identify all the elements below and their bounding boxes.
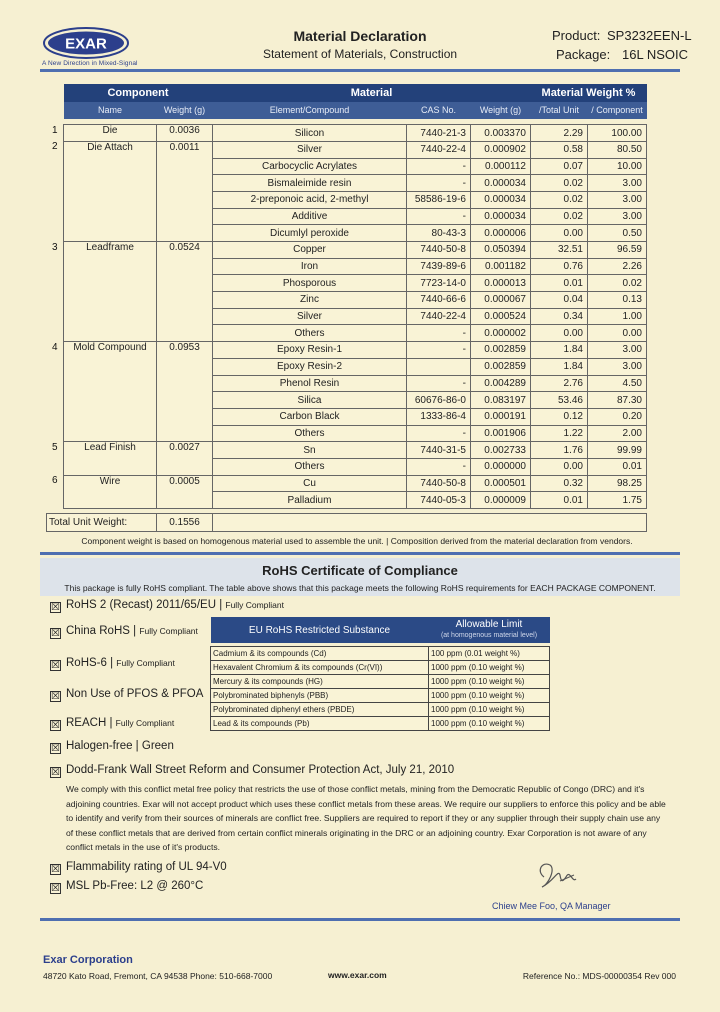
allowable-limit: 1000 ppm (0.10 weight %) bbox=[429, 716, 550, 730]
pct-per-component: 0.20 bbox=[588, 408, 647, 425]
component-number: 1 bbox=[51, 124, 58, 136]
col-mweight: Weight (g) bbox=[471, 102, 531, 119]
footer-website-link[interactable]: www.exar.com bbox=[328, 970, 387, 980]
col-name: Name bbox=[64, 102, 157, 119]
weight-pct-header: Material Weight % bbox=[531, 84, 647, 102]
eu-rohs-table bbox=[210, 617, 550, 731]
pct-per-component: 3.00 bbox=[588, 191, 647, 208]
compliance-label: Dodd-Frank Wall Street Reform and Consumer Protection Act, July 21, 2010 bbox=[66, 764, 455, 776]
allowable-limit: 1000 ppm (0.10 weight %) bbox=[429, 702, 550, 716]
total-spacer bbox=[213, 514, 647, 532]
restricted-substance: Cadmium & its compounds (Cd) bbox=[211, 646, 429, 660]
col-weight: Weight (g) bbox=[157, 102, 213, 119]
element-name: Palladium bbox=[213, 492, 407, 509]
component-name: Die bbox=[64, 125, 157, 142]
compliance-item: RoHS 2 (Recast) 2011/65/EU | Fully Compliant bbox=[66, 599, 284, 611]
material-weight: 0.000524 bbox=[471, 308, 531, 325]
material-header: Material bbox=[213, 84, 531, 102]
pct-per-component: 1.00 bbox=[588, 308, 647, 325]
element-name: Bismaleimide resin bbox=[213, 175, 407, 192]
table-row bbox=[47, 242, 647, 259]
pct-total-unit: 0.00 bbox=[531, 458, 588, 475]
page-subtitle: Statement of Materials, Construction bbox=[262, 47, 458, 61]
pct-per-component: 3.00 bbox=[588, 342, 647, 359]
table-group-header bbox=[47, 84, 647, 102]
eu-table-row bbox=[211, 716, 550, 730]
material-weight: 0.000067 bbox=[471, 292, 531, 309]
component-name: Leadframe bbox=[64, 242, 157, 342]
cas-number: 7440-50-8 bbox=[407, 475, 471, 492]
pct-per-component: 0.00 bbox=[588, 325, 647, 342]
component-weight: 0.0036 bbox=[157, 125, 213, 142]
component-number: 5 bbox=[51, 441, 58, 453]
footer-company: Exar Corporation bbox=[43, 954, 133, 966]
pct-per-component: 2.26 bbox=[588, 258, 647, 275]
compliance-note: Fully Compliant bbox=[115, 718, 175, 728]
cas-number: - bbox=[407, 342, 471, 359]
pct-total-unit: 0.32 bbox=[531, 475, 588, 492]
element-name: Epoxy Resin-2 bbox=[213, 358, 407, 375]
cas-number: - bbox=[407, 458, 471, 475]
pct-total-unit: 1.84 bbox=[531, 342, 588, 359]
pct-total-unit: 2.76 bbox=[531, 375, 588, 392]
element-name: Silicon bbox=[213, 125, 407, 142]
pct-total-unit: 2.29 bbox=[531, 125, 588, 142]
compliance-note: Fully Compliant bbox=[116, 658, 175, 668]
compliance-item: Halogen-free | Green bbox=[66, 740, 174, 752]
eu-limit-header bbox=[429, 617, 550, 643]
eu-limit-title: Allowable Limit bbox=[455, 619, 523, 630]
element-name: Cu bbox=[213, 475, 407, 492]
logo-text: EXAR bbox=[65, 35, 107, 53]
dodd-frank-statement: We comply with this conflict metal free policy that restricts the use of those conflict metals, mining from the Democratic Republic of Congo (DRC) and it's adjoining countries. Exar will not accept product which uses these conflict metals from these areas. We require our suppliers to enforce this policy and be able to identify and verify from their sources of minerals are conflict free. Suppliers are required to report if they or any supplier through their supply chain use any of these conflict metals that are derived from certain conflict minerals originating in the DRC or an adjoining country. Exar Corporation is not aware of any conflict metals in the use of it's products. bbox=[66, 784, 666, 853]
pct-total-unit: 0.02 bbox=[531, 191, 588, 208]
pct-total-unit: 0.34 bbox=[531, 308, 588, 325]
eu-table-row bbox=[211, 702, 550, 716]
table-row bbox=[47, 442, 647, 459]
signer-name: Chiew Mee Foo, QA Manager bbox=[492, 901, 611, 911]
cas-number: - bbox=[407, 375, 471, 392]
cas-number: 80-43-3 bbox=[407, 225, 471, 242]
pct-per-component: 2.00 bbox=[588, 425, 647, 442]
compliance-label: RoHS-6 bbox=[66, 657, 107, 669]
cas-number: - bbox=[407, 325, 471, 342]
eu-substance-header: EU RoHS Restricted Substance bbox=[211, 617, 429, 643]
element-name: Others bbox=[213, 425, 407, 442]
pct-per-component: 3.00 bbox=[588, 175, 647, 192]
cas-number: 7440-50-8 bbox=[407, 242, 471, 259]
pct-per-component: 3.00 bbox=[588, 358, 647, 375]
cas-number: 7440-22-4 bbox=[407, 141, 471, 158]
component-weight: 0.0524 bbox=[157, 242, 213, 342]
company-tagline: A New Direction in Mixed-Signal bbox=[42, 60, 138, 67]
allowable-limit: 1000 ppm (0.10 weight %) bbox=[429, 674, 550, 688]
pct-total-unit: 0.02 bbox=[531, 208, 588, 225]
eu-table-row bbox=[211, 646, 550, 660]
col-per-component: / Component bbox=[588, 102, 647, 119]
compliance-checkbox[interactable]: ☒ bbox=[51, 883, 60, 894]
component-name: Mold Compound bbox=[64, 342, 157, 442]
exar-logo bbox=[42, 26, 130, 60]
component-weight: 0.0027 bbox=[157, 442, 213, 475]
eu-limit-subtitle: (at homogenous material level) bbox=[440, 632, 538, 639]
cas-number: 60676-86-0 bbox=[407, 392, 471, 409]
compliance-label: MSL Pb-Free: L2 @ 260°C bbox=[66, 880, 204, 892]
allowable-limit: 1000 ppm (0.10 weight %) bbox=[429, 660, 550, 674]
pct-total-unit: 53.46 bbox=[531, 392, 588, 409]
footer-reference: Reference No.: MDS-00000354 Rev 000 bbox=[522, 971, 676, 981]
element-name: Sn bbox=[213, 442, 407, 459]
eu-table-row bbox=[211, 688, 550, 702]
material-weight: 0.000009 bbox=[471, 492, 531, 509]
element-name: Additive bbox=[213, 208, 407, 225]
col-element: Element/Compound bbox=[213, 102, 407, 119]
element-name: Phosporous bbox=[213, 275, 407, 292]
compliance-checkbox[interactable]: ☒ bbox=[51, 743, 60, 754]
pct-total-unit: 0.76 bbox=[531, 258, 588, 275]
component-number: 3 bbox=[51, 241, 58, 253]
material-weight: 0.002859 bbox=[471, 358, 531, 375]
component-number: 6 bbox=[51, 475, 58, 487]
compliance-note: Fully Compliant bbox=[139, 626, 198, 636]
cas-number: 7440-22-4 bbox=[407, 308, 471, 325]
product-value: SP3232EEN-L bbox=[607, 28, 692, 43]
compliance-label: China RoHS bbox=[66, 625, 130, 637]
composition-note: Component weight is based on homogenous material used to assemble the unit. | Composition derived from the material declaration from vendors. bbox=[81, 536, 633, 546]
pct-per-component: 100.00 bbox=[588, 125, 647, 142]
pct-total-unit: 0.01 bbox=[531, 492, 588, 509]
element-name: Dicumlyl peroxide bbox=[213, 225, 407, 242]
rohs-title: RoHS Certificate of Compliance bbox=[262, 563, 458, 578]
element-name: Others bbox=[213, 325, 407, 342]
element-name: 2-preponoic acid, 2-methyl bbox=[213, 191, 407, 208]
compliance-label: Non Use of PFOS & PFOA bbox=[66, 688, 204, 700]
element-name: Silica bbox=[213, 392, 407, 409]
element-name: Copper bbox=[213, 242, 407, 259]
element-name: Iron bbox=[213, 258, 407, 275]
component-header: Component bbox=[64, 84, 213, 102]
page-title: Material Declaration bbox=[293, 28, 427, 44]
compliance-item bbox=[66, 880, 203, 892]
restricted-substance: Lead & its compounds (Pb) bbox=[211, 716, 429, 730]
component-weight: 0.0953 bbox=[157, 342, 213, 442]
product-label: Product: bbox=[552, 28, 601, 43]
material-weight: 0.003370 bbox=[471, 125, 531, 142]
compliance-item bbox=[66, 861, 227, 873]
pct-total-unit: 32.51 bbox=[531, 242, 588, 259]
component-number: 2 bbox=[51, 141, 58, 153]
material-table-body bbox=[47, 125, 647, 509]
pct-per-component: 80.50 bbox=[588, 141, 647, 158]
material-weight: 0.000006 bbox=[471, 225, 531, 242]
pct-per-component: 4.50 bbox=[588, 375, 647, 392]
pct-per-component: 10.00 bbox=[588, 158, 647, 175]
document-header bbox=[0, 0, 720, 70]
material-weight: 0.000191 bbox=[471, 408, 531, 425]
cas-number: 7439-89-6 bbox=[407, 258, 471, 275]
component-number: 4 bbox=[51, 341, 58, 353]
restricted-substance: Polybrominated diphenyl ethers (PBDE) bbox=[211, 702, 429, 716]
material-weight: 0.000501 bbox=[471, 475, 531, 492]
pct-per-component: 0.50 bbox=[588, 225, 647, 242]
pct-per-component: 1.75 bbox=[588, 492, 647, 509]
compliance-checkbox[interactable]: ☒ bbox=[51, 660, 60, 671]
element-name: Phenol Resin bbox=[213, 375, 407, 392]
pct-per-component: 0.01 bbox=[588, 458, 647, 475]
cas-number: 1333-86-4 bbox=[407, 408, 471, 425]
cas-number: 7723-14-0 bbox=[407, 275, 471, 292]
divider bbox=[40, 69, 680, 72]
cas-number: - bbox=[407, 208, 471, 225]
compliance-label: Flammability rating of UL 94-V0 bbox=[66, 861, 227, 873]
cas-number bbox=[407, 358, 471, 375]
material-weight: 0.004289 bbox=[471, 375, 531, 392]
pct-total-unit: 0.00 bbox=[531, 325, 588, 342]
component-weight: 0.0005 bbox=[157, 475, 213, 508]
table-row bbox=[47, 342, 647, 359]
cas-number: 7440-66-6 bbox=[407, 292, 471, 309]
compliance-item: China RoHS | Fully Compliant bbox=[66, 625, 198, 637]
compliance-checkbox[interactable]: ☒ bbox=[51, 864, 60, 875]
material-weight: 0.000034 bbox=[471, 208, 531, 225]
rohs-description: This package is fully RoHS compliant. The table above shows that this package meets the following RoHS requirements for EACH PACKAGE COMPONENT. bbox=[64, 583, 656, 593]
component-weight: 0.0011 bbox=[157, 141, 213, 241]
compliance-item: REACH | Fully Compliant bbox=[66, 717, 175, 729]
pct-total-unit: 0.07 bbox=[531, 158, 588, 175]
pct-total-unit: 0.58 bbox=[531, 141, 588, 158]
element-name: Carbocyclic Acrylates bbox=[213, 158, 407, 175]
material-weight: 0.000034 bbox=[471, 191, 531, 208]
compliance-item bbox=[66, 764, 454, 776]
cas-number: 58586-19-6 bbox=[407, 191, 471, 208]
divider bbox=[40, 552, 680, 555]
pct-total-unit: 1.22 bbox=[531, 425, 588, 442]
package-label: Package: bbox=[556, 47, 611, 62]
cas-number: 7440-31-5 bbox=[407, 442, 471, 459]
material-weight: 0.001182 bbox=[471, 258, 531, 275]
eu-table-row bbox=[211, 674, 550, 688]
compliance-label: RoHS 2 (Recast) 2011/65/EU bbox=[66, 599, 216, 611]
compliance-checkbox[interactable]: ☒ bbox=[51, 720, 60, 731]
material-weight: 0.002733 bbox=[471, 442, 531, 459]
total-value: 0.1556 bbox=[157, 514, 213, 532]
compliance-note: Fully Compliant bbox=[225, 600, 284, 610]
pct-per-component: 99.99 bbox=[588, 442, 647, 459]
material-weight: 0.000000 bbox=[471, 458, 531, 475]
cas-number: - bbox=[407, 175, 471, 192]
compliance-item: RoHS-6 | Fully Compliant bbox=[66, 657, 175, 669]
restricted-substance: Mercury & its compounds (HG) bbox=[211, 674, 429, 688]
table-row bbox=[47, 475, 647, 492]
material-weight: 0.000002 bbox=[471, 325, 531, 342]
material-weight: 0.000034 bbox=[471, 175, 531, 192]
material-weight: 0.001906 bbox=[471, 425, 531, 442]
restricted-substance: Hexavalent Chromium & its compounds (Cr(VI)) bbox=[211, 660, 429, 674]
material-weight: 0.002859 bbox=[471, 342, 531, 359]
pct-total-unit: 0.04 bbox=[531, 292, 588, 309]
table-row bbox=[47, 141, 647, 158]
element-name: Zinc bbox=[213, 292, 407, 309]
component-name: Wire bbox=[64, 475, 157, 508]
pct-per-component: 3.00 bbox=[588, 208, 647, 225]
compliance-note: Green bbox=[141, 740, 174, 752]
pct-total-unit: 1.76 bbox=[531, 442, 588, 459]
restricted-substance: Polybrominated biphenyls (PBB) bbox=[211, 688, 429, 702]
table-row bbox=[47, 125, 647, 142]
total-label: Total Unit Weight: bbox=[47, 514, 157, 532]
col-cas: CAS No. bbox=[407, 102, 471, 119]
element-name: Silver bbox=[213, 308, 407, 325]
allowable-limit: 1000 ppm (0.10 weight %) bbox=[429, 688, 550, 702]
footer-address: 48720 Kato Road, Fremont, CA 94538 Phone: 510-668-7000 bbox=[43, 971, 273, 981]
pct-per-component: 0.13 bbox=[588, 292, 647, 309]
cas-number: - bbox=[407, 158, 471, 175]
pct-per-component: 0.02 bbox=[588, 275, 647, 292]
cas-number: 7440-05-3 bbox=[407, 492, 471, 509]
element-name: Others bbox=[213, 458, 407, 475]
element-name: Epoxy Resin-1 bbox=[213, 342, 407, 359]
component-name: Die Attach bbox=[64, 141, 157, 241]
pct-total-unit: 1.84 bbox=[531, 358, 588, 375]
compliance-label: REACH bbox=[66, 717, 107, 729]
pct-per-component: 87.30 bbox=[588, 392, 647, 409]
cas-number: - bbox=[407, 425, 471, 442]
element-name: Silver bbox=[213, 141, 407, 158]
total-row bbox=[47, 514, 647, 532]
pct-total-unit: 0.01 bbox=[531, 275, 588, 292]
compliance-checkbox[interactable]: ☒ bbox=[51, 691, 60, 702]
col-total-unit: /Total Unit bbox=[531, 102, 588, 119]
compliance-checkbox[interactable]: ☒ bbox=[51, 767, 60, 778]
eu-rohs-table-body bbox=[211, 646, 550, 730]
compliance-checkbox[interactable]: ☒ bbox=[51, 602, 60, 613]
element-name: Carbon Black bbox=[213, 408, 407, 425]
material-weight: 0.000902 bbox=[471, 141, 531, 158]
compliance-label: Halogen-free bbox=[66, 740, 133, 752]
compliance-checkbox[interactable]: ☒ bbox=[51, 628, 60, 639]
pct-total-unit: 0.02 bbox=[531, 175, 588, 192]
allowable-limit: 100 ppm (0.01 weight %) bbox=[429, 646, 550, 660]
material-weight: 0.083197 bbox=[471, 392, 531, 409]
material-weight: 0.050394 bbox=[471, 242, 531, 259]
package-value: 16L NSOIC bbox=[622, 47, 688, 62]
material-weight: 0.000112 bbox=[471, 158, 531, 175]
pct-per-component: 96.59 bbox=[588, 242, 647, 259]
table-sub-header bbox=[47, 102, 647, 119]
component-name: Lead Finish bbox=[64, 442, 157, 475]
pct-total-unit: 0.00 bbox=[531, 225, 588, 242]
eu-table-row bbox=[211, 660, 550, 674]
material-table bbox=[46, 84, 647, 532]
cas-number: 7440-21-3 bbox=[407, 125, 471, 142]
signature-image bbox=[530, 855, 580, 895]
pct-total-unit: 0.12 bbox=[531, 408, 588, 425]
divider bbox=[40, 918, 680, 921]
pct-per-component: 98.25 bbox=[588, 475, 647, 492]
material-weight: 0.000013 bbox=[471, 275, 531, 292]
compliance-item bbox=[66, 688, 203, 700]
